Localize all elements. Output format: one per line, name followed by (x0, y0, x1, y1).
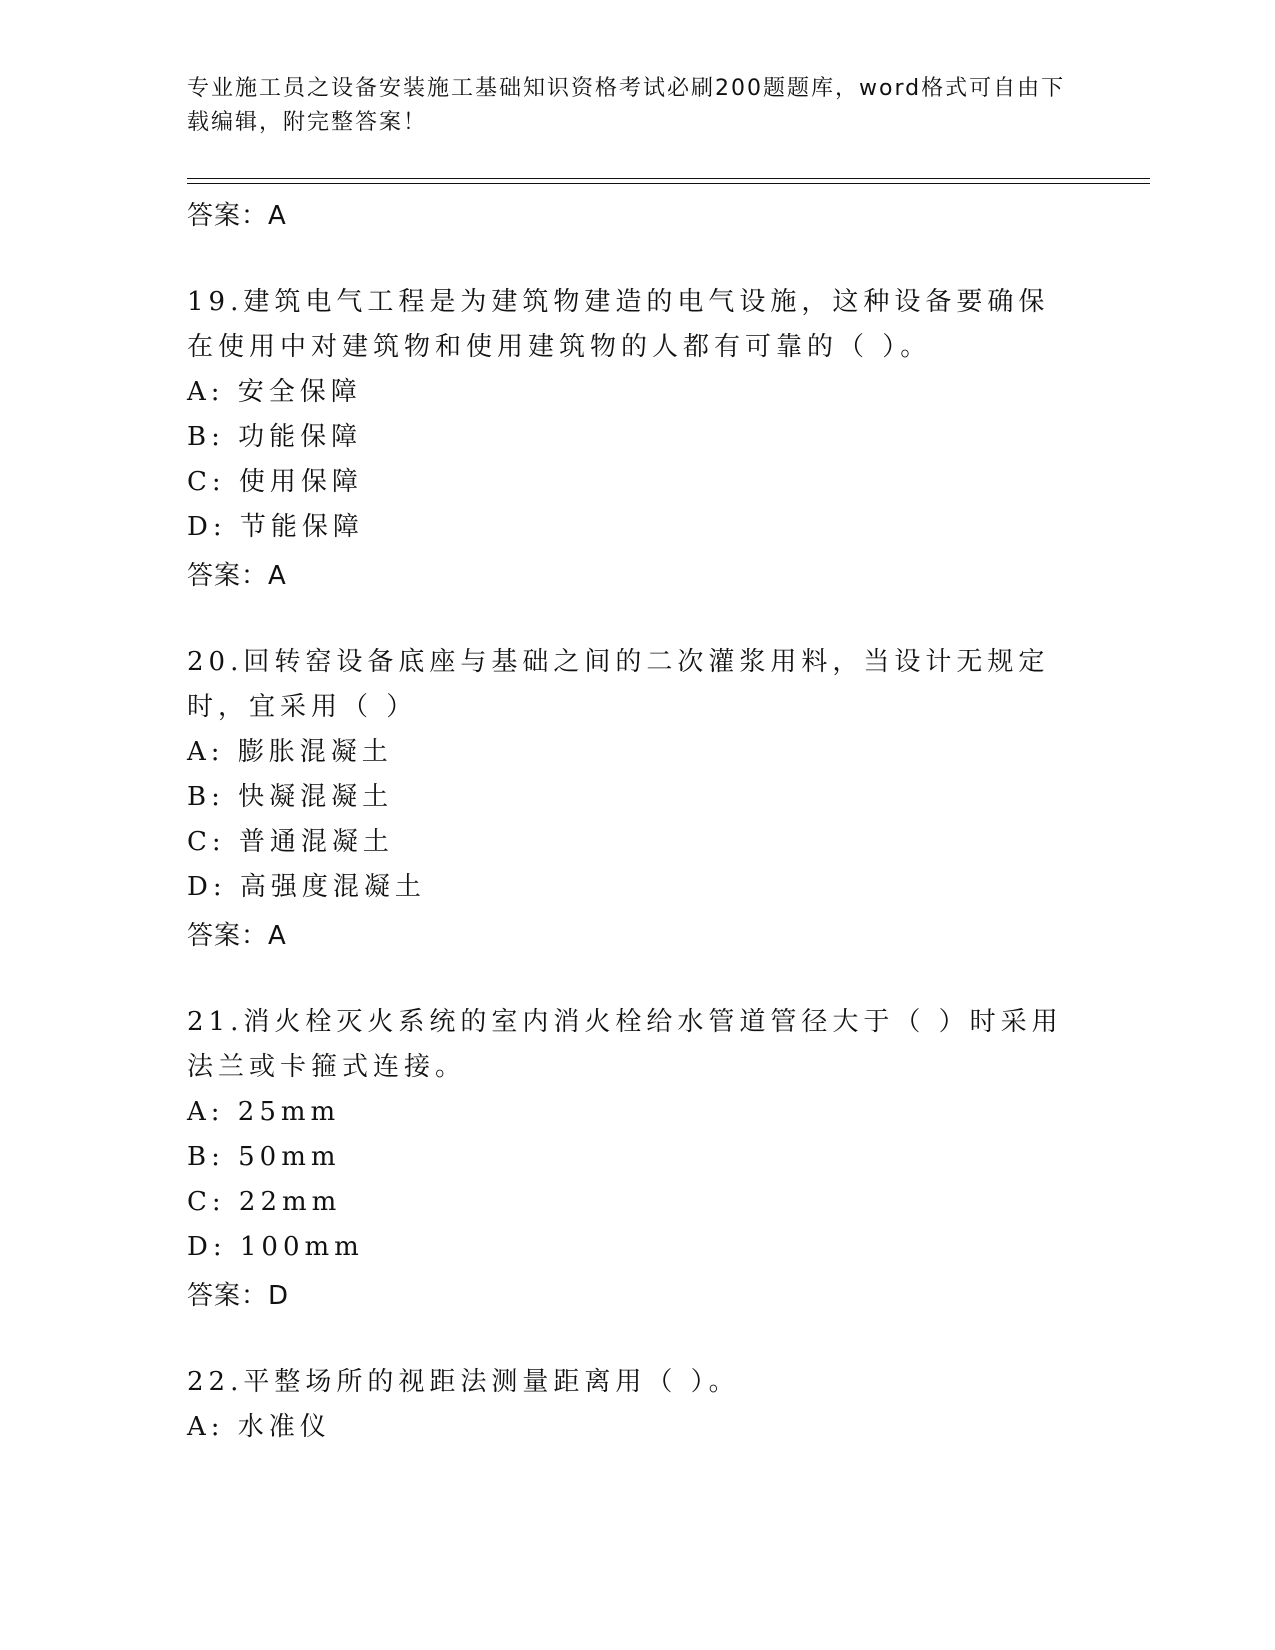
option-a: A: 水准仪 (187, 1412, 331, 1442)
question-text: 21.消火栓灭火系统的室内消火栓给水管道管径大于（ ）时采用法兰或卡箍式连接。 (187, 1007, 1063, 1082)
option-c: C: 普通混凝土 (187, 827, 394, 857)
option-b: B: 快凝混凝土 (187, 782, 394, 812)
option-a: A: 25mm (187, 1097, 341, 1127)
option-d: D: 100mm (187, 1232, 364, 1262)
answer-line: 答案：D (187, 1281, 290, 1311)
document-header: 专业施工员之设备安装施工基础知识资格考试必刷200题题库，word格式可自由下载编辑，附完整答案！ (187, 76, 1066, 135)
question-22 (187, 1360, 1087, 1450)
option-c: C: 使用保障 (187, 467, 363, 497)
answer-line: 答案：A (187, 561, 287, 591)
answer-line: 答案：A (187, 201, 287, 231)
header-divider-top (187, 178, 1150, 179)
question-20 (187, 640, 1087, 956)
question-text: 22.平整场所的视距法测量距离用（ ）。 (187, 1367, 740, 1397)
question-list (187, 190, 1087, 1450)
answer-line: 答案：A (187, 921, 287, 951)
option-b: B: 功能保障 (187, 422, 363, 452)
question-text: 20.回转窑设备底座与基础之间的二次灌浆用料，当设计无规定时，宜采用（ ） (187, 647, 1050, 722)
option-a: A: 安全保障 (187, 377, 362, 407)
option-a: A: 膨胀混凝土 (187, 737, 393, 767)
option-b: B: 50mm (187, 1142, 341, 1172)
header-divider-bottom (187, 183, 1150, 184)
option-d: D: 节能保障 (187, 512, 364, 542)
question-19 (187, 280, 1087, 596)
option-d: D: 高强度混凝土 (187, 872, 426, 902)
question-21 (187, 1000, 1087, 1316)
question-text: 19.建筑电气工程是为建筑物建造的电气设施，这种设备要确保在使用中对建筑物和使用建筑物的人都有可靠的（ ）。 (187, 287, 1050, 362)
option-c: C: 22mm (187, 1187, 342, 1217)
